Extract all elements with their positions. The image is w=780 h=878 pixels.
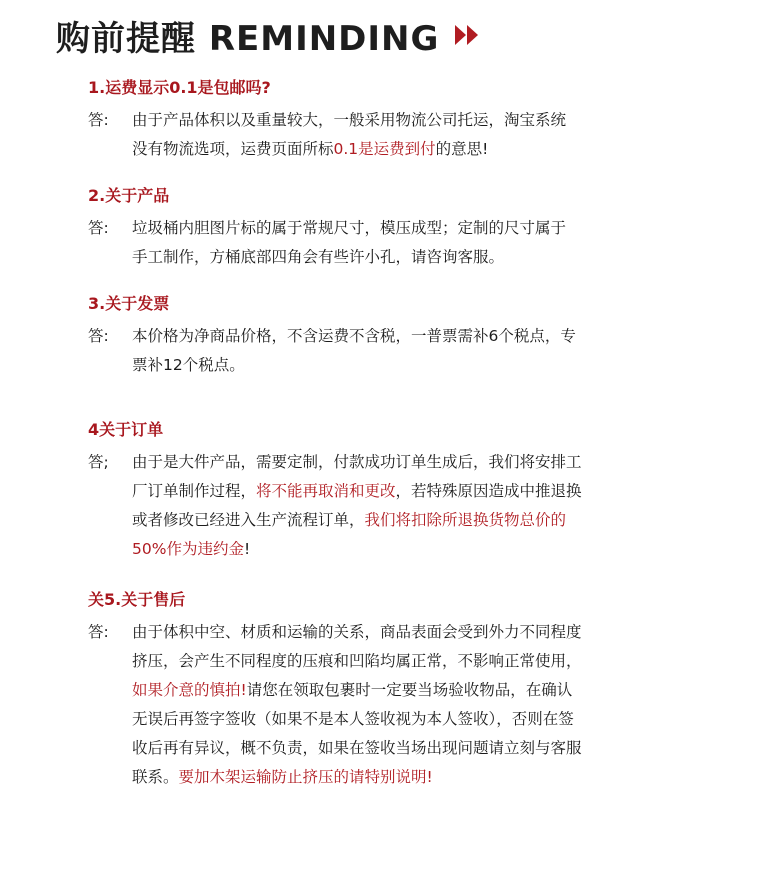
highlight-text: 50%作为违约金 [132, 540, 244, 558]
answer-text: 由于产品体积以及重量较大，一般采用物流公司托运，淘宝系统 [132, 111, 567, 129]
answer-body [132, 618, 728, 792]
page-header [56, 10, 483, 60]
answer-line [132, 243, 728, 272]
answer-text: 手工制作，方桶底部四角会有些许小孔，请咨询客服。 [132, 248, 505, 266]
answer-line [132, 214, 728, 243]
answer-text: 无误后再签字签收（如果不是本人签收视为本人签收），否则在签 [132, 710, 574, 728]
answer-text: 请您在领取包裹时一定要当场验收物品，在确认 [246, 681, 573, 699]
answer-line [132, 705, 728, 734]
section-title: 关5.关于售后 [88, 590, 186, 609]
highlight-text: 将不能再取消和更改 [256, 482, 396, 500]
answer-line [132, 734, 728, 763]
section-title: 4关于订单 [88, 420, 164, 439]
answer-text: 挤压，会产生不同程度的压痕和凹陷均属正常，不影响正常使用， [132, 652, 582, 670]
section-answer [88, 322, 728, 380]
answer-text: 或者修改已经进入生产流程订单， [132, 511, 365, 529]
answer-text: 没有物流选项，运费页面所标 [132, 140, 334, 158]
answer-text: ! [243, 540, 251, 558]
answer-prefix: 答; [88, 453, 109, 471]
answer-body [132, 106, 728, 164]
double-chevron-right-icon [453, 23, 483, 47]
section-after-sales [88, 588, 728, 792]
answer-body [132, 214, 728, 272]
highlight-text: 0.1是运费到付 [333, 140, 436, 158]
answer-text: 垃圾桶内胆图片标的属于常规尺寸，模压成型；定制的尺寸属于 [132, 219, 567, 237]
answer-line [132, 106, 728, 135]
answer-body [132, 448, 728, 564]
answer-body [132, 322, 728, 380]
answer-text: 联系。 [132, 768, 179, 786]
answer-line [132, 135, 728, 164]
answer-line [132, 618, 728, 647]
answer-text: 厂订单制作过程， [132, 482, 257, 500]
section-invoice [88, 292, 728, 380]
answer-text: 票补12个税点。 [132, 356, 245, 374]
highlight-text: 如果介意的慎拍! [132, 681, 247, 699]
answer-prefix: 答: [88, 111, 109, 129]
answer-line [132, 763, 728, 792]
answer-prefix: 答: [88, 623, 109, 641]
answer-line [132, 506, 728, 535]
section-title: 2.关于产品 [88, 186, 170, 205]
answer-text: 本价格为净商品价格，不含运费不含税，一普票需补6个税点，专 [132, 327, 576, 345]
answer-prefix: 答: [88, 327, 109, 345]
answer-text: 收后再有异议，概不负责，如果在签收当场出现问题请立刻与客服 [132, 739, 582, 757]
highlight-text: 我们将扣除所退换货物总价的 [364, 511, 567, 529]
answer-text: 由于是大件产品，需要定制，付款成功订单生成后，我们将安排工 [132, 453, 582, 471]
answer-line [132, 535, 728, 564]
section-answer [88, 214, 728, 272]
section-answer [88, 448, 728, 564]
answer-line [132, 322, 728, 351]
answer-line [132, 448, 728, 477]
answer-line [132, 647, 728, 676]
answer-line [132, 676, 728, 705]
answer-text: ，若特殊原因造成中推退换 [395, 482, 582, 500]
page-title: 购前提醒 REMINDING [56, 18, 440, 59]
answer-line [132, 351, 728, 380]
section-shipping [88, 76, 728, 164]
section-answer [88, 106, 728, 164]
section-title: 3.关于发票 [88, 294, 170, 313]
section-product [88, 184, 728, 272]
section-order [88, 418, 728, 564]
section-answer [88, 618, 728, 792]
answer-text: 由于体积中空、材质和运输的关系，商品表面会受到外力不同程度 [132, 623, 582, 641]
answer-text: 的意思! [435, 140, 489, 158]
answer-line [132, 477, 728, 506]
highlight-text: 要加木架运输防止挤压的请特别说明! [178, 768, 433, 786]
section-title: 1.运费显示0.1是包邮吗? [88, 78, 271, 97]
answer-prefix: 答: [88, 219, 109, 237]
